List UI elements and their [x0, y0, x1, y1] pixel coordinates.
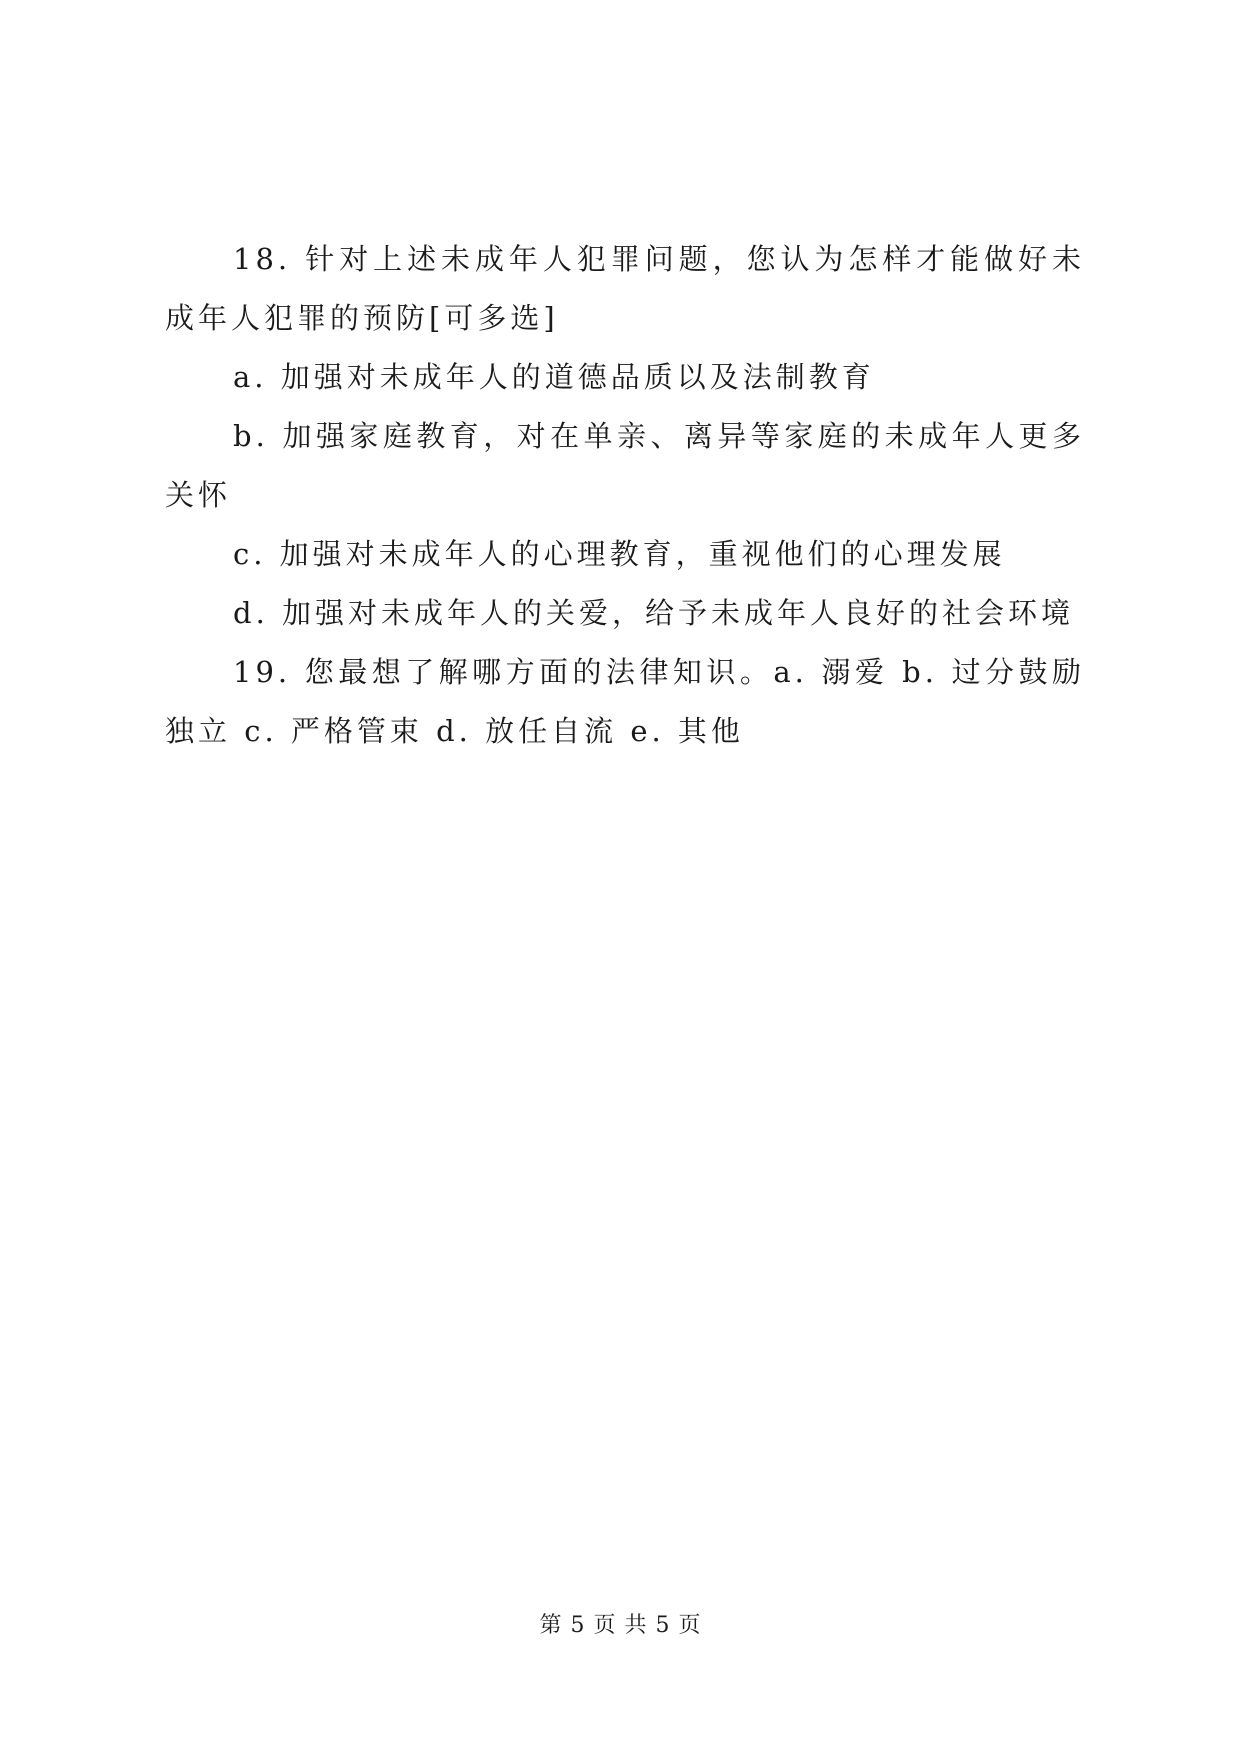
question-19: 19. 您最想了解哪方面的法律知识。a. 溺爱 b. 过分鼓励独立 c. 严格管束 d. 放任自流 e. 其他	[165, 655, 1085, 748]
page-number-footer: 第 5 页 共 5 页	[539, 1613, 702, 1638]
question-18: 18. 针对上述未成年人犯罪问题，您认为怎样才能做好未成年人犯罪的预防[可多选]	[165, 242, 1085, 335]
option-c: c. 加强对未成年人的心理教育，重视他们的心理发展	[233, 537, 1006, 571]
option-a: a. 加强对未成年人的道德品质以及法制教育	[233, 360, 875, 394]
document-body	[165, 230, 1085, 761]
option-b: b. 加强家庭教育，对在单亲、离异等家庭的未成年人更多关怀	[165, 419, 1085, 512]
option-d: d. 加强对未成年人的关爱，给予未成年人良好的社会环境	[233, 596, 1075, 630]
